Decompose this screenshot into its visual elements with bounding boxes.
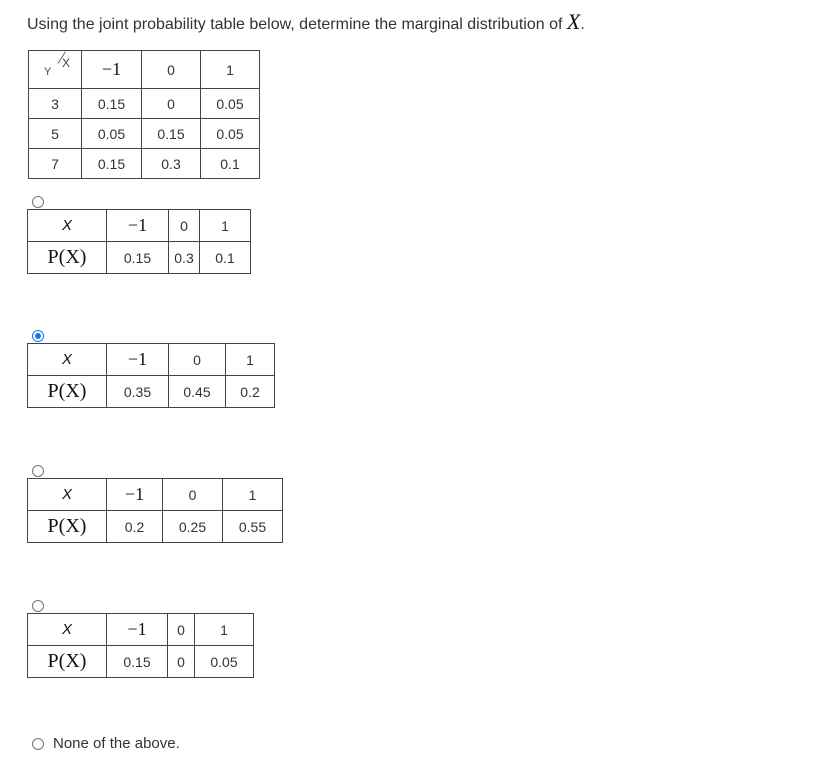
option-none-label[interactable]: None of the above. (53, 735, 180, 752)
x-cell: 1 (195, 614, 254, 646)
table-corner-cell (29, 51, 82, 89)
p-row-label: P(X) (28, 646, 107, 678)
x-row-label: X (28, 479, 107, 511)
option-a-radio[interactable] (32, 196, 44, 208)
p-cell: 0.1 (200, 242, 251, 274)
x-cell: −1 (107, 344, 169, 376)
prob-cell: 0.05 (82, 119, 142, 149)
prob-cell: 0.15 (142, 119, 201, 149)
p-cell: 0.05 (195, 646, 254, 678)
p-row-label: P(X) (28, 242, 107, 274)
y-value-cell: 7 (29, 149, 82, 179)
p-cell: 0.55 (223, 511, 283, 543)
p-cell: 0.2 (226, 376, 275, 408)
p-cell: 0.15 (107, 242, 169, 274)
option-a-table (27, 209, 251, 274)
option-c-radio[interactable] (32, 465, 44, 477)
x-cell: −1 (107, 479, 163, 511)
option-b-radio[interactable] (32, 330, 44, 342)
x-header-cell: 1 (201, 51, 260, 89)
x-cell: 1 (226, 344, 275, 376)
p-cell: 0.25 (163, 511, 223, 543)
y-value-cell: 3 (29, 89, 82, 119)
p-row-label: P(X) (28, 511, 107, 543)
question-text (27, 11, 585, 36)
option-b-table (27, 343, 275, 408)
x-cell: 0 (169, 344, 226, 376)
x-row-label: X (28, 614, 107, 646)
option-none-radio[interactable] (32, 738, 44, 750)
p-cell: 0.35 (107, 376, 169, 408)
x-cell: 1 (200, 210, 251, 242)
prob-cell: 0 (142, 89, 201, 119)
x-cell: 0 (163, 479, 223, 511)
prob-cell: 0.1 (201, 149, 260, 179)
question-variable: X (566, 9, 581, 34)
prob-cell: 0.15 (82, 149, 142, 179)
y-value-cell: 5 (29, 119, 82, 149)
x-header-cell: −1 (82, 51, 142, 89)
table-row (29, 119, 260, 149)
question-prefix: Using the joint probability table below, determine the marginal distribution of (27, 16, 567, 33)
x-cell: −1 (107, 614, 168, 646)
p-cell: 0.15 (107, 646, 168, 678)
x-cell: −1 (107, 210, 169, 242)
option-c-table (27, 478, 283, 543)
x-cell: 0 (169, 210, 200, 242)
p-cell: 0 (168, 646, 195, 678)
x-row-label: X (28, 210, 107, 242)
p-row-label: P(X) (28, 376, 107, 408)
option-d-radio[interactable] (32, 600, 44, 612)
joint-probability-table (28, 50, 260, 179)
p-cell: 0.2 (107, 511, 163, 543)
x-header-cell: 0 (142, 51, 201, 89)
p-cell: 0.3 (169, 242, 200, 274)
x-row-label: X (28, 344, 107, 376)
x-cell: 0 (168, 614, 195, 646)
prob-cell: 0.3 (142, 149, 201, 179)
x-cell: 1 (223, 479, 283, 511)
table-row (29, 149, 260, 179)
prob-cell: 0.05 (201, 89, 260, 119)
p-cell: 0.45 (169, 376, 226, 408)
option-d-table (27, 613, 254, 678)
table-row (29, 89, 260, 119)
question-suffix: . (580, 16, 585, 33)
corner-x-label: X (62, 56, 71, 70)
corner-y-label: Y (44, 66, 52, 78)
prob-cell: 0.15 (82, 89, 142, 119)
prob-cell: 0.05 (201, 119, 260, 149)
